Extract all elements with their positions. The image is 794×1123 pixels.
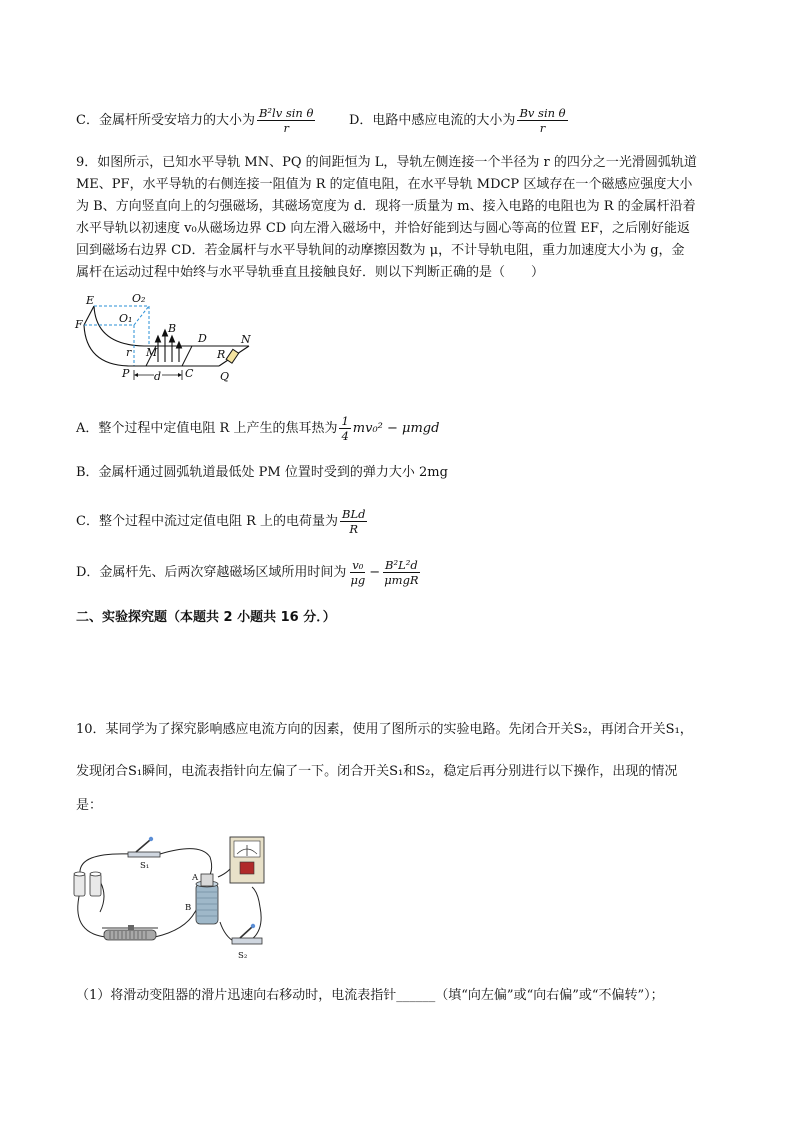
q9-option-d-fraction-2 <box>382 558 420 587</box>
q10-stem-line-3: 是： <box>76 798 103 813</box>
q8-option-d-numerator: Bv sin θ <box>519 106 566 120</box>
q10-circuit-diagram <box>70 832 280 967</box>
q10-stem-line-2: 发现闭合S₁瞬间，电流表指针向左偏了一下。闭合开关S₁和S₂，稳定后再分别进行以下操作，出现的情况 <box>76 764 678 779</box>
q8-option-c-fraction <box>257 106 315 135</box>
q8-option-c-prefix: C．金属杆所受安培力的大小为 <box>76 113 255 128</box>
q9-option-d-prefix: D．金属杆先、后两次穿越磁场区域所用时间为 <box>76 565 347 580</box>
q9-label-r-resistor: R <box>217 348 226 361</box>
section-2-title: 二、实验探究题（本题共 2 小题共 16 分．） <box>76 610 336 625</box>
q9-option-c-denominator: R <box>349 522 359 536</box>
q9-label-d-width: d <box>154 370 162 383</box>
q9-label-d-point: D <box>198 332 207 345</box>
q9-label-o2: O₂ <box>132 292 146 305</box>
q9-option-b: B．金属杆通过圆弧轨道最低处 PM 位置时受到的弹力大小 2mg <box>76 465 448 480</box>
q10-label-s1: S₁ <box>140 861 150 871</box>
q9-option-d <box>76 558 423 587</box>
q10-stem-line-1: 10．某同学为了探究影响感应电流方向的因素，使用了图所示的实验电路。先闭合开关S₂，再闭合开关S₁， <box>76 722 693 737</box>
q10-label-s2: S₂ <box>238 951 248 961</box>
q9-option-d-numerator-1: v₀ <box>352 558 364 572</box>
q8-option-c <box>76 106 317 135</box>
q9-label-o1: O₁ <box>119 312 133 325</box>
q9-option-d-denominator-1: μg <box>350 573 366 587</box>
q9-stem-line-1: 9．如图所示，已知水平导轨 MN、PQ 的间距恒为 L，导轨左侧连接一个半径为 r 的四分之一光滑圆弧轨道 <box>76 155 697 170</box>
q9-option-a-fraction <box>339 414 350 443</box>
q9-option-c-fraction <box>340 507 367 536</box>
q9-option-d-minus: − <box>369 565 381 580</box>
q10-sub-question-1: （1）将滑动变阻器的滑片迅速向右移动时，电流表指针______（填“向左偏”或“向右偏”或“不偏转”）； <box>76 988 664 1003</box>
q9-label-p: P <box>122 367 130 380</box>
q9-label-b: B <box>168 322 177 335</box>
q9-option-d-fraction-1 <box>348 558 367 587</box>
q9-label-e: E <box>86 294 95 307</box>
q9-label-f: F <box>75 318 83 331</box>
q9-option-d-denominator-2: μmgR <box>384 573 419 587</box>
q8-option-d-denominator: r <box>539 121 546 135</box>
q8-option-d-fraction <box>517 106 567 135</box>
q9-option-d-numerator-2: B²L²d <box>385 558 418 572</box>
q9-label-c: C <box>185 367 194 380</box>
q10-label-b: B <box>185 903 192 913</box>
q9-stem-line-4: 水平导轨以初速度 v₀从磁场边界 CD 向左滑入磁场中，并恰好能到达与圆心等高的位置 EF，之后刚好能返 <box>76 221 690 236</box>
q8-option-d-prefix: D．电路中感应电流的大小为 <box>349 113 516 128</box>
q9-label-q: Q <box>220 370 230 383</box>
q9-option-a <box>76 414 439 443</box>
q9-stem-line-2: ME、PF，水平导轨的右侧连接一阻值为 R 的定值电阻，在水平导轨 MDCP 区域存在一个磁感应强度大小 <box>76 177 693 192</box>
q9-option-a-prefix: A．整个过程中定值电阻 R 上产生的焦耳热为 <box>76 421 338 436</box>
q10-label-a: A <box>192 873 199 883</box>
q9-option-c-numerator: BLd <box>342 507 366 521</box>
q9-stem-line-5: 回到磁场右边界 CD．若金属杆与水平导轨间的动摩擦因数为 μ，不计导轨电阻，重力加速度大小为 g，金 <box>76 243 685 258</box>
q9-label-n: N <box>241 333 251 346</box>
q9-option-c-prefix: C．整个过程中流过定值电阻 R 上的电荷量为 <box>76 514 338 529</box>
q9-label-m: M <box>146 346 158 359</box>
q8-option-c-numerator: B²lv sin θ <box>258 106 314 120</box>
q9-stem-line-6: 属杆在运动过程中始终与水平导轨垂直且接触良好．则以下判断正确的是（ ） <box>76 265 545 280</box>
q9-option-a-numerator: 1 <box>341 414 349 428</box>
q8-option-c-denominator: r <box>283 121 289 135</box>
q9-rail-diagram <box>74 288 264 388</box>
q9-option-a-suffix: mv₀² − μmgd <box>352 421 440 436</box>
q9-option-c <box>76 507 369 536</box>
q9-option-a-denominator: 4 <box>341 429 349 443</box>
q9-label-r-small: r <box>126 346 132 359</box>
q8-option-d <box>349 106 570 135</box>
q9-stem-line-3: 为 B、方向竖直向上的匀强磁场，其磁场宽度为 d．现将一质量为 m、接入电路的电阻也为 R 的金属杆沿着 <box>76 199 696 214</box>
